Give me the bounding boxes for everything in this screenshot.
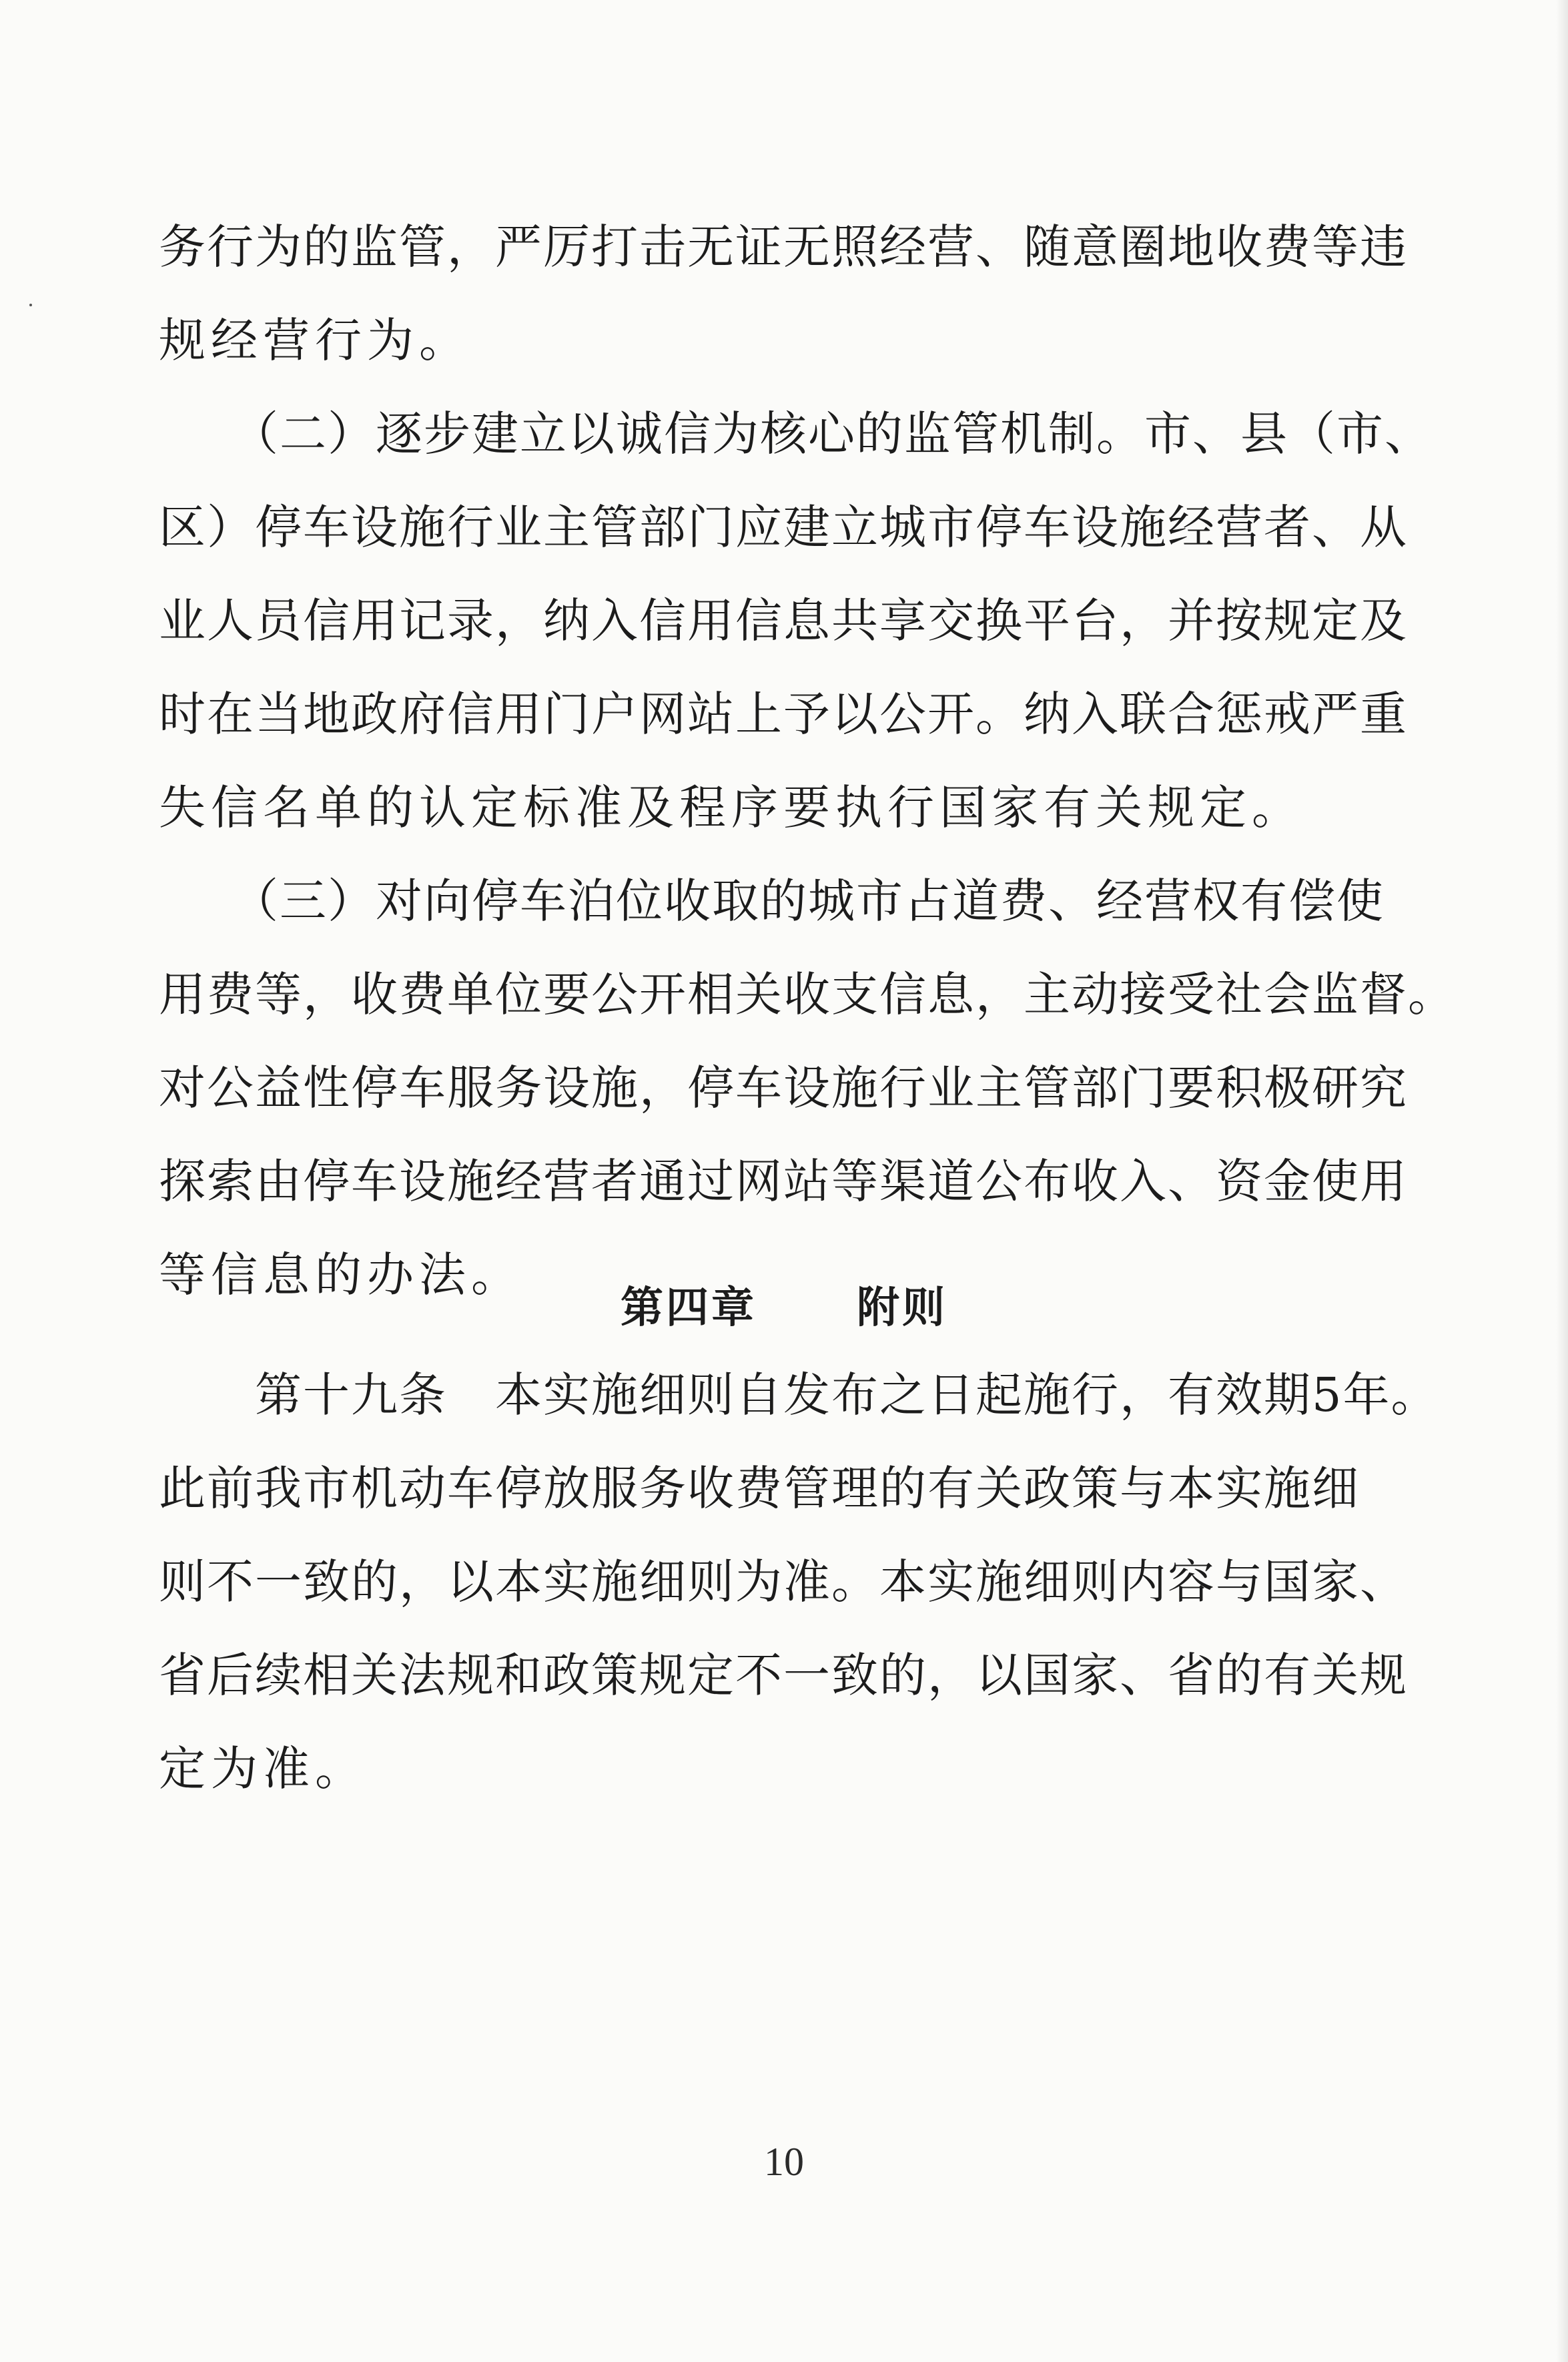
body-line: 等信息的办法。 — [159, 1247, 523, 1302]
body-line: 用费等，收费单位要公开相关收支信息，主动接受社会监督。 — [159, 967, 1456, 1022]
body-line: 规经营行为。 — [159, 313, 471, 368]
body-line: 务行为的监管，严厉打击无证无照经营、随意圈地收费等违 — [159, 220, 1408, 274]
chapter-number: 第四章 — [621, 1283, 757, 1333]
body-line: 定为准。 — [159, 1741, 367, 1796]
body-line: 对公益性停车服务设施，停车设施行业主管部门要积极研究 — [159, 1061, 1408, 1115]
body-line: 省后续相关法规和政策规定不一致的，以国家、省的有关规 — [159, 1648, 1408, 1703]
page-number: 10 — [764, 2140, 804, 2184]
body-line: （二）逐步建立以诚信为核心的监管机制。市、县（市、 — [159, 406, 1433, 461]
body-line: 业人员信用记录，纳入信用信息共享交换平台，并按规定及 — [159, 593, 1408, 648]
body-line: 时在当地政府信用门户网站上予以公开。纳入联合惩戒严重 — [159, 687, 1408, 742]
body-line: 则不一致的，以本实施细则为准。本实施细则内容与国家、 — [159, 1554, 1408, 1609]
scan-edge-shadow — [1556, 0, 1568, 2362]
body-line: （三）对向停车泊位收取的城市占道费、经营权有偿使 — [159, 874, 1385, 928]
body-line: 探索由停车设施经营者通过网站等渠道公布收入、资金使用 — [159, 1154, 1408, 1209]
scan-speck — [29, 304, 32, 306]
chapter-name: 附则 — [857, 1283, 947, 1333]
chapter-title — [0, 1271, 1568, 1345]
body-line: 失信名单的认定标准及程序要执行国家有关规定。 — [159, 780, 1304, 835]
body-line: 第十九条 本实施细则自发布之日起施行，有效期5年。 — [159, 1368, 1439, 1422]
body-line: 此前我市机动车停放服务收费管理的有关政策与本实施细 — [159, 1461, 1360, 1516]
body-line: 区）停车设施行业主管部门应建立城市停车设施经营者、从 — [159, 500, 1408, 555]
